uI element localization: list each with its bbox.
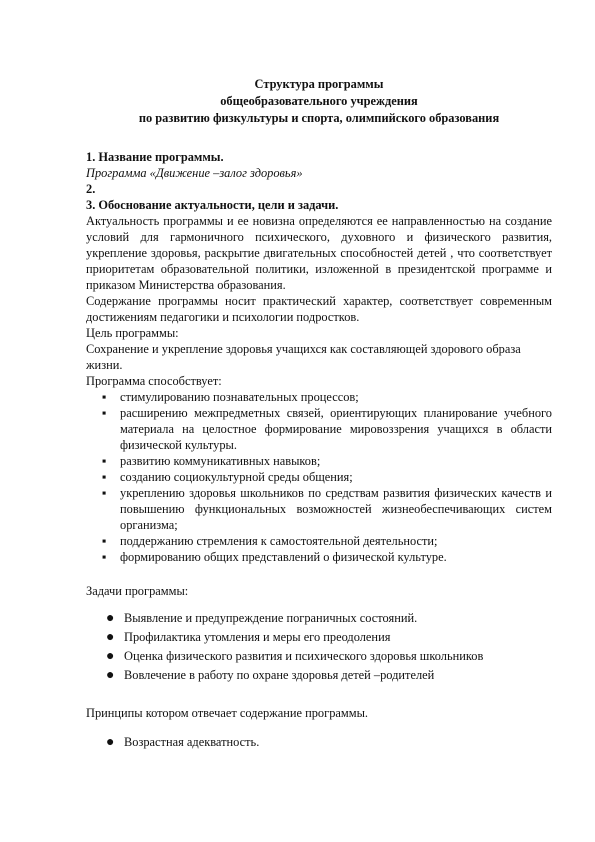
list-item: ▪ расширению межпредметных связей, ориентирующих планирование учебного материала на целостное формирование мировоззрения учащихся в области физической культуры. (102, 406, 552, 452)
bullet-dot-icon: ● (106, 735, 115, 750)
list-item: ● Возрастная адекватность. (106, 735, 260, 750)
bullet-dot-icon: ● (106, 668, 115, 683)
document-title (86, 76, 552, 127)
title-line-1: Структура программы (254, 77, 384, 91)
title-line-3: по развитию физкультуры и спорта, олимпийского образования (138, 111, 500, 125)
bullet-dot-icon: ● (106, 630, 115, 645)
section-principles (86, 705, 552, 752)
list-item: ▪ развитию коммуникативных навыков; (102, 454, 321, 468)
bullet-square-icon: ▪ (102, 486, 107, 500)
principles-list (86, 733, 552, 752)
bullet-square-icon: ▪ (102, 454, 107, 468)
tasks-label: Задачи программы: (86, 584, 189, 598)
program-name: Программа «Движение –залог здоровья» (86, 166, 303, 180)
document-page (86, 76, 552, 752)
bullet-square-icon: ▪ (102, 390, 107, 404)
section-1-heading: 1. Название программы. (86, 150, 224, 164)
section-3-heading: 3. Обоснование актуальности, цели и задачи. (86, 198, 339, 212)
list-item: ▪ формированию общих представлений о физической культуре. (102, 550, 447, 564)
list-item: ● Выявление и предупреждение пограничных состояний. (106, 611, 418, 626)
list-item: ● Вовлечение в работу по охране здоровья детей –родителей (106, 668, 435, 683)
list-item: ▪ укреплению здоровья школьников по средствам развития физических качеств и повышению функциональных возможностей жизнеобеспечивающих систем организма; (102, 486, 552, 532)
section-program-name (86, 149, 552, 565)
bullet-square-icon: ▪ (102, 550, 107, 564)
section-2-heading: 2. (86, 182, 96, 196)
promotes-label: Программа способствует: (86, 374, 222, 388)
tasks-list (86, 609, 552, 685)
section-tasks (86, 583, 552, 685)
list-item: ▪ стимулированию познавательных процессов; (102, 390, 359, 404)
principles-label: Принципы котором отвечает содержание программы. (86, 706, 369, 720)
list-item: ● Оценка физического развития и психического здоровья школьников (106, 649, 484, 664)
bullet-square-icon: ▪ (102, 470, 107, 484)
promotes-list (86, 389, 552, 565)
bullet-square-icon: ▪ (102, 534, 107, 548)
content-paragraph: Содержание программы носит практический характер, соответствует современным достижениям педагогики и психологии подростков. (86, 294, 552, 324)
goal-text: Сохранение и укрепление здоровья учащихся как составляющей здорового образа жизни. (86, 342, 521, 372)
bullet-dot-icon: ● (106, 611, 115, 626)
bullet-dot-icon: ● (106, 649, 115, 664)
list-item: ▪ поддержанию стремления к самостоятельной деятельности; (102, 534, 438, 548)
list-item: ● Профилактика утомления и меры его преодоления (106, 630, 391, 645)
title-line-2: общеобразовательного учреждения (220, 94, 418, 108)
bullet-square-icon: ▪ (102, 406, 107, 420)
relevance-paragraph: Актуальность программы и ее новизна определяются ее направленностью на создание условий для гармоничного психического, духовного и физического развития, укрепление здоровья, раскрытие двигательных способностей детей , что соответствует приоритетам образовательной политики, изложенной в президентской программе и приказом Министерства образования. (86, 214, 552, 292)
list-item: ▪ созданию социокультурной среды общения; (102, 470, 353, 484)
goal-label: Цель программы: (86, 326, 179, 340)
